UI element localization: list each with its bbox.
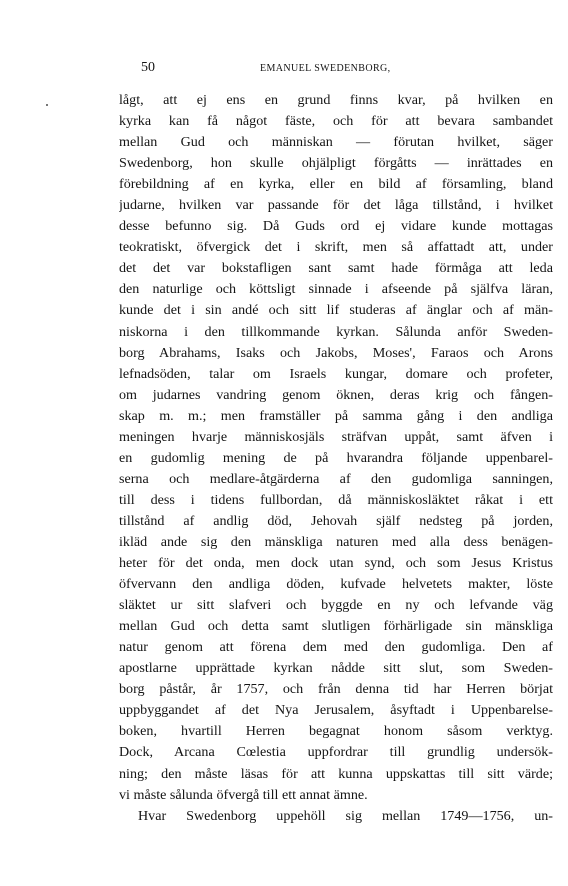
text-line: desse befunno sig. Då Guds ord ej vidare kunde mottagas: [119, 218, 553, 235]
text-line: judarne, hvilken var passande för det låga tillstånd, i hvilket: [119, 197, 553, 214]
text-line: ikläd ande sig den mänskliga naturen med alla dess benägen-: [119, 533, 553, 550]
text-line: lågt, att ej ens en grund finns kvar, på hvilken en: [119, 92, 553, 108]
text-line: Dock, Arcana Cœlestia uppfordrar till grundlig undersök-: [119, 744, 553, 761]
text-line: serna och medlare-åtgärderna af den gudomliga sanningen,: [119, 470, 553, 487]
text-line: kunde det i sin andé och sitt lif studeras af änglar och af män-: [119, 302, 553, 319]
text-line: Swedenborg, hon skulle ohjälpligt förgåtts — inrättades en: [119, 155, 553, 172]
text-line: öfvervann den andliga döden, kufvade helvetets makter, löste: [119, 576, 553, 593]
text-line: heter för det onda, men dock utan synd, och som Jesus Kristus: [119, 555, 553, 572]
text-line: tillstånd af andlig död, Jehovah själf nedsteg på jorden,: [119, 512, 553, 529]
text-line: Hvar Swedenborg uppehöll sig mellan 1749—1756, un-: [138, 807, 553, 824]
text-line: det det var bokstafligen sant samt hade förmåga att leda: [119, 260, 553, 277]
text-line: förebildning af en kyrka, eller en bild af församling, bland: [119, 176, 553, 193]
text-line: lefnadsöden, talar om Israels kungar, domare och profeter,: [119, 365, 553, 382]
text-line: vi måste sålunda öfvergå till ett annat ämne.: [119, 786, 368, 803]
text-line: mellan Gud och människan — förutan hvilket, säger: [119, 134, 553, 151]
text-line: apostlarne upprättade kyrkan nådde sitt slut, som Sweden-: [119, 660, 553, 677]
text-line: borg påstår, år 1757, och från denna tid har Herren börjat: [119, 681, 553, 698]
text-line: till dess i tidens fullbordan, då människosläktet råkat i ett: [119, 491, 553, 508]
text-line: borg Abrahams, Isaks och Jakobs, Moses', Faraos och Arons: [119, 344, 553, 361]
text-line: meningen hvarje människosjäls sträfvan uppåt, samt äfven i: [119, 428, 553, 445]
page-number: 50: [141, 60, 155, 75]
body-text: [119, 90, 553, 827]
text-line: ning; den måste läsas för att kunna uppskattas till sitt värde;: [119, 765, 553, 782]
margin-mark: [46, 104, 48, 106]
text-line: boken, hvartill Herren begagnat honom såsom verktyg.: [119, 723, 553, 740]
text-line: om judarnes vandring genom öknen, deras krig och fången-: [119, 386, 553, 403]
text-line: kyrka kan få något fäste, och för att bevara sambandet: [119, 113, 553, 130]
text-line: mellan Gud och detta samt slutligen förhärligade sin mänskliga: [119, 618, 553, 635]
text-line: den naturlige och köttsligt sinnade i afseende på själfva läran,: [119, 281, 553, 298]
text-line: teokratiskt, öfvergick det i skrift, men så affattadt att, under: [119, 239, 553, 256]
text-line: släktet ur sitt slafveri och byggde en ny och lefvande väg: [119, 597, 553, 614]
text-line: skap m. m.; men framställer på samma gång i den andliga: [119, 407, 553, 424]
running-head: EMANUEL SWEDENBORG,: [260, 63, 391, 74]
text-line: uppbyggandet af det Nya Jerusalem, åsyftadt i Uppenbarelse-: [119, 702, 553, 719]
text-line: natur genom att förena dem med den gudomliga. Den af: [119, 639, 553, 656]
text-line: niskorna i den tillkommande kyrkan. Sålunda anför Sweden-: [119, 323, 553, 340]
text-line: en gudomlig mening de på hvarandra följande uppenbarel-: [119, 449, 553, 466]
